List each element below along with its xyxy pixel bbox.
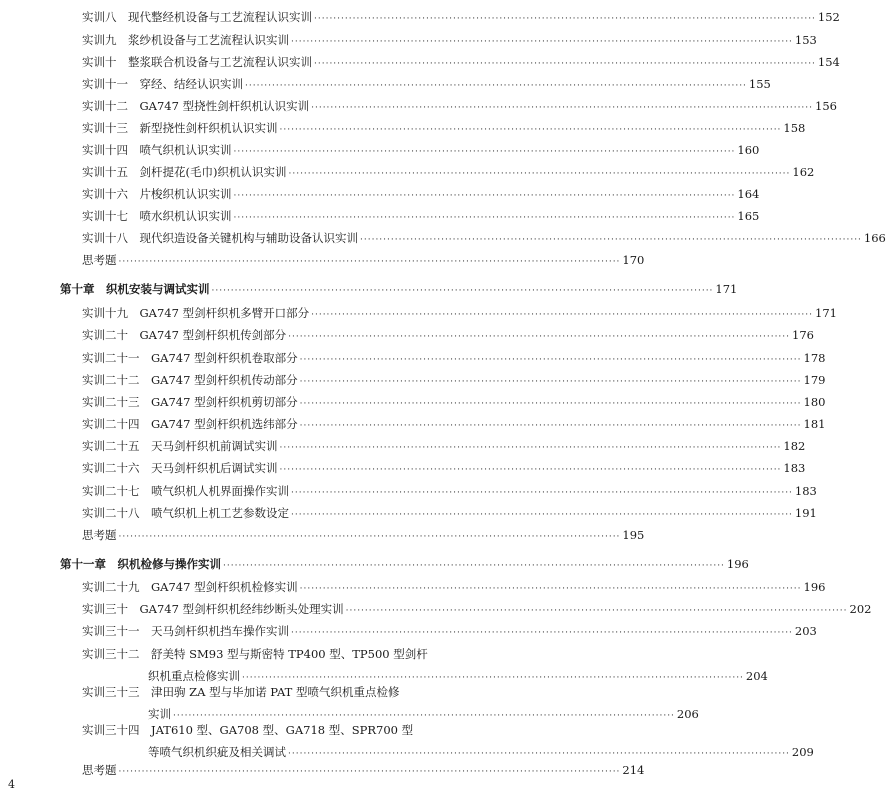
toc-entry-line — [82, 253, 645, 270]
toc-entry[interactable] — [82, 187, 760, 204]
dot-leader — [291, 35, 793, 50]
toc-entry-label: 思考题 — [82, 528, 117, 542]
toc-entry-line — [82, 77, 771, 94]
toc-entry-line — [82, 763, 645, 780]
toc-entry-line — [82, 55, 840, 72]
toc-entry-label: 实训十九 GA747 型剑杆织机多臂开口部分 — [82, 306, 310, 320]
dot-leader — [346, 604, 848, 619]
toc-entry-label: 实训三十 GA747 型剑杆织机经纬纱断头处理实训 — [82, 602, 344, 616]
toc-entry[interactable] — [82, 763, 645, 780]
toc-entry-continuation-line — [82, 745, 814, 762]
toc-entry-label: 思考题 — [82, 763, 117, 777]
toc-entry-page: 153 — [794, 33, 817, 47]
toc-entry-label: 实训二十二 GA747 型剑杆织机传动部分 — [82, 373, 298, 387]
toc-entry-page: 191 — [794, 506, 817, 520]
page-number: 4 — [8, 778, 15, 791]
toc-entry[interactable] — [82, 373, 826, 390]
toc-entry[interactable] — [82, 461, 806, 478]
toc-entry-page: 164 — [737, 187, 760, 201]
toc-entry-label: 实训二十三 GA747 型剑杆织机剪切部分 — [82, 395, 298, 409]
toc-entry[interactable] — [82, 723, 814, 762]
toc-entry-page: 154 — [817, 55, 840, 69]
toc-entry-label: 第十一章 织机检修与操作实训 — [60, 557, 221, 571]
toc-entry[interactable] — [82, 484, 817, 501]
toc-entry-line — [82, 624, 817, 641]
dot-leader — [234, 189, 736, 204]
toc-entry-page: 204 — [745, 669, 768, 683]
dot-leader — [291, 626, 793, 641]
toc-entry-page: 176 — [792, 328, 814, 342]
toc-entry-line — [82, 99, 837, 116]
toc-entry-label: 实训三十三 津田驹 ZA 型与毕加诺 PAT 型喷气织机重点检修 — [82, 685, 400, 699]
toc-entry-label: 实训十三 新型挠性剑杆织机认识实训 — [82, 121, 278, 135]
toc-entry-label: 第十章 织机安装与调试实训 — [60, 282, 210, 296]
dot-leader — [314, 12, 816, 27]
toc-entry-label: 实训三十二 舒美特 SM93 型与斯密特 TP400 型、TP500 型剑杆 — [82, 647, 428, 661]
dot-leader — [234, 211, 736, 226]
toc-entry-page: 152 — [817, 10, 840, 24]
toc-chapter-entry[interactable] — [60, 557, 749, 574]
toc-entry-page: 202 — [849, 602, 872, 616]
toc-entry-page: 196 — [726, 557, 749, 571]
toc-entry[interactable] — [82, 528, 645, 545]
toc-entry-page: 156 — [815, 99, 837, 113]
dot-leader — [280, 123, 782, 138]
toc-entry-label: 实训十二 GA747 型挠性剑杆织机认识实训 — [82, 99, 310, 113]
toc-entry-page: 166 — [863, 231, 886, 245]
toc-entry-continuation-line — [82, 669, 768, 686]
toc-entry-line — [82, 373, 826, 390]
toc-entry-label: 实训二十七 喷气织机人机界面操作实训 — [82, 484, 289, 498]
toc-entry-label: 实训九 浆纱机设备与工艺流程认识实训 — [82, 33, 289, 47]
toc-entry-page: 179 — [803, 373, 826, 387]
toc-entry[interactable] — [82, 77, 771, 94]
toc-entry[interactable] — [82, 33, 817, 50]
toc-entry-continuation: 等喷气织机织疵及相关调试 — [148, 745, 286, 759]
toc-entry[interactable] — [82, 685, 699, 724]
toc-entry-page: 195 — [622, 528, 645, 542]
toc-entry-page: 171 — [715, 282, 738, 296]
dot-leader — [311, 101, 813, 116]
toc-entry-line — [82, 506, 817, 523]
toc-entry[interactable] — [82, 209, 760, 226]
toc-entry-label: 实训十一 穿经、结经认识实训 — [82, 77, 243, 91]
toc-entry-continuation: 实训 — [148, 707, 171, 721]
toc-entry-label: 实训十六 片梭织机认识实训 — [82, 187, 232, 201]
toc-entry[interactable] — [82, 231, 886, 248]
toc-entry-page: 178 — [803, 351, 826, 365]
toc-entry[interactable] — [82, 99, 837, 116]
toc-entry-label: 实训八 现代整经机设备与工艺流程认识实训 — [82, 10, 312, 24]
toc-entry-label: 实训十 整浆联合机设备与工艺流程认识实训 — [82, 55, 312, 69]
toc-entry-line — [82, 439, 806, 456]
toc-entry-label: 实训二十八 喷气织机上机工艺参数设定 — [82, 506, 289, 520]
toc-entry-page: 214 — [622, 763, 645, 777]
dot-leader — [245, 79, 747, 94]
toc-entry-label: 实训二十九 GA747 型剑杆织机检修实训 — [82, 580, 298, 594]
toc-entry-label: 实训二十五 天马剑杆织机前调试实训 — [82, 439, 278, 453]
dot-leader — [300, 582, 802, 597]
dot-leader — [223, 559, 725, 574]
toc-entry-line — [82, 209, 760, 226]
toc-entry-line — [82, 417, 826, 434]
dot-leader — [288, 167, 790, 182]
toc-entry-page: 160 — [737, 143, 760, 157]
toc-entry-page: 183 — [783, 461, 806, 475]
toc-entry[interactable] — [82, 143, 760, 160]
dot-leader — [280, 463, 782, 478]
dot-leader — [314, 57, 816, 72]
dot-leader — [288, 747, 790, 762]
toc-entry-label: 实训三十一 天马剑杆织机挡车操作实训 — [82, 624, 289, 638]
toc-entry[interactable] — [82, 506, 817, 523]
toc-entry-line — [82, 165, 815, 182]
dot-leader — [300, 397, 802, 412]
dot-leader — [280, 441, 782, 456]
toc-entry-page: 165 — [737, 209, 760, 223]
dot-leader — [300, 419, 802, 434]
toc-entry-label: 实训十四 喷气织机认识实训 — [82, 143, 232, 157]
toc-entry-page: 158 — [783, 121, 806, 135]
toc-entry-page: 162 — [792, 165, 815, 179]
dot-leader — [288, 330, 790, 345]
toc-entry[interactable] — [82, 439, 806, 456]
toc-entry-line — [60, 557, 749, 574]
toc-entry-page: 182 — [783, 439, 806, 453]
toc-entry-page: 171 — [815, 306, 837, 320]
dot-leader — [311, 308, 813, 323]
dot-leader — [291, 508, 793, 523]
dot-leader — [300, 375, 802, 390]
toc-entry-line — [82, 461, 806, 478]
dot-leader — [173, 709, 675, 724]
toc-entry-label: 实训二十六 天马剑杆织机后调试实训 — [82, 461, 278, 475]
toc-entry-line — [82, 602, 872, 619]
toc-entry-line — [82, 121, 806, 138]
toc-entry-label: 思考题 — [82, 253, 117, 267]
dot-leader — [242, 671, 744, 686]
dot-leader — [300, 353, 802, 368]
toc-entry-label: 实训二十 GA747 型剑杆织机传剑部分 — [82, 328, 287, 342]
toc-entry[interactable] — [82, 328, 814, 345]
toc-entry-line — [82, 580, 826, 597]
dot-leader — [119, 530, 621, 545]
dot-leader — [291, 486, 793, 501]
toc-entry[interactable] — [82, 417, 826, 434]
toc-entry-line — [82, 395, 826, 412]
toc-entry-line — [82, 484, 817, 501]
toc-entry-page: 209 — [791, 745, 814, 759]
toc-entry-line — [82, 187, 760, 204]
toc-entry[interactable] — [82, 647, 768, 686]
dot-leader — [234, 145, 736, 160]
toc-entry-line — [82, 306, 837, 323]
toc-entry-line — [82, 328, 814, 345]
toc-entry[interactable] — [82, 351, 826, 368]
toc-entry-continuation: 织机重点检修实训 — [148, 669, 240, 683]
toc-entry-label: 实训十八 现代织造设备关键机构与辅助设备认识实训 — [82, 231, 358, 245]
toc-entry-page: 183 — [794, 484, 817, 498]
toc-entry[interactable] — [82, 580, 826, 597]
toc-entry[interactable] — [82, 253, 645, 270]
toc-entry-page: 181 — [803, 417, 826, 431]
toc-entry-line — [82, 528, 645, 545]
toc-entry-label: 实训二十四 GA747 型剑杆织机选纬部分 — [82, 417, 298, 431]
toc-entry[interactable] — [82, 602, 872, 619]
toc-entry-label: 实训二十一 GA747 型剑杆织机卷取部分 — [82, 351, 298, 365]
toc-entry-label: 实训三十四 JAT610 型、GA708 型、GA718 型、SPR700 型 — [82, 723, 414, 737]
toc-entry-line — [82, 33, 817, 50]
toc-entry[interactable] — [82, 395, 826, 412]
dot-leader — [119, 765, 621, 780]
toc-entry-page: 170 — [622, 253, 645, 267]
toc-entry-page: 203 — [794, 624, 817, 638]
toc-entry[interactable] — [82, 624, 817, 641]
dot-leader — [212, 284, 714, 299]
toc-entry[interactable] — [82, 165, 815, 182]
toc-entry[interactable] — [82, 55, 840, 72]
toc-entry[interactable] — [82, 306, 837, 323]
dot-leader — [119, 255, 621, 270]
toc-entry-continuation-line — [82, 707, 699, 724]
toc-entry-line — [82, 231, 886, 248]
toc-entry[interactable] — [82, 10, 840, 27]
toc-entry-line — [82, 351, 826, 368]
toc-entry-line — [82, 143, 760, 160]
toc-entry-line — [82, 10, 840, 27]
toc-entry-page: 180 — [803, 395, 826, 409]
toc-entry-page: 196 — [803, 580, 826, 594]
toc-entry-label: 实训十七 喷水织机认识实训 — [82, 209, 232, 223]
toc-entry[interactable] — [82, 121, 806, 138]
toc-chapter-entry[interactable] — [60, 282, 738, 299]
toc-entry-page: 206 — [676, 707, 699, 721]
dot-leader — [360, 233, 862, 248]
toc-entry-page: 155 — [748, 77, 771, 91]
toc-entry-label: 实训十五 剑杆提花(毛巾)织机认识实训 — [82, 165, 287, 179]
toc-entry-line — [60, 282, 738, 299]
